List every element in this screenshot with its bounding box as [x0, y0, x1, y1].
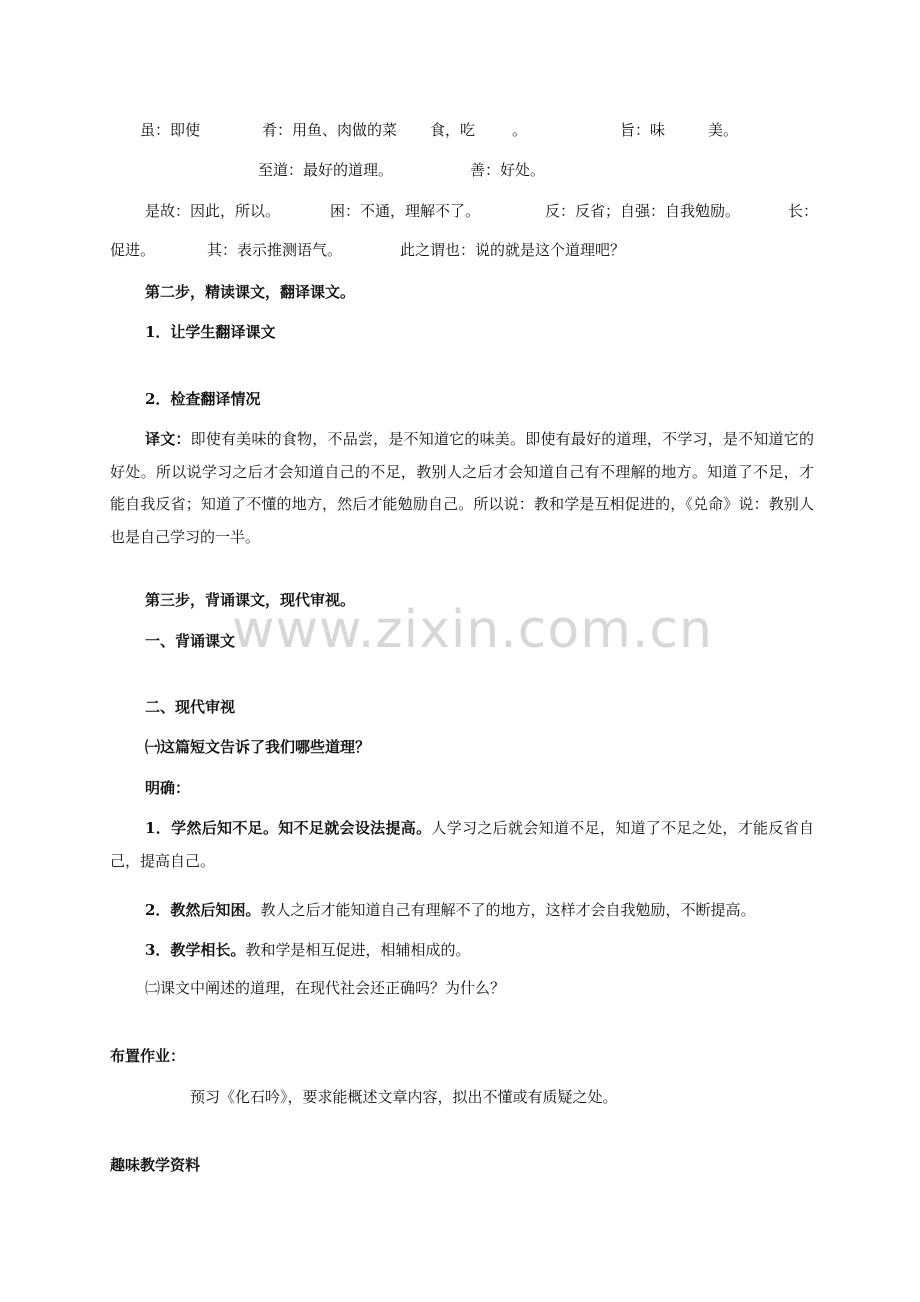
point-3 [110, 934, 814, 967]
step2-heading: 第二步，精读课文，翻译课文。 [145, 283, 356, 301]
homework-text: 预习《化石吟》，要求能概述文章内容，拟出不懂或有质疑之处。 [190, 1088, 618, 1106]
note-kun: 困：不通，理解不了。 [330, 202, 481, 220]
point-2 [110, 894, 814, 927]
point-1-text: 人学习之后就会知道不足，知道了不足之处，才能反省自己，提高自己。 [110, 819, 814, 870]
point-2-text: 教人之后才能知道自己有理解不了的地方，这样才会自我勉励，不断提高。 [260, 901, 756, 919]
fun-materials-heading: 趣味教学资料 [110, 1156, 201, 1174]
watermark: www.zixin.com.cn [232, 600, 713, 660]
translation-text: 即使有美味的食物，不品尝，是不知道它的味美。即使有最好的道理，不学习，是不知道它的好处。所以说学习之后才会知道自己的不足，教别人之后才会知道自己有不理解的地方。知道了不足，才能自我反省；知道了不懂的地方，然后才能勉励自己。所以说：教和学是互相促进的，《兑命》说：教别人也是自己学习的一半。 [110, 430, 814, 546]
note-shi: 食，吃 [430, 121, 476, 139]
note-qi: 其：表示推测语气。 [207, 241, 343, 259]
note-cizhiwei: 此之谓也：说的就是这个道理吧？ [400, 241, 626, 259]
note-zhang: 长： [788, 202, 819, 220]
step2-item-check: 2．检查翻译情况 [145, 390, 261, 408]
note-zhidao: 至道：最好的道理。 [258, 161, 394, 179]
clarify-label: 明确： [145, 779, 191, 797]
note-cujin: 促进。 [110, 241, 156, 259]
step2-item-translate: 1．让学生翻译课文 [145, 323, 276, 341]
translation-label: 译文： [145, 430, 191, 448]
question-2: ㈡课文中阐述的道理，在现代社会还正确吗？为什么？ [145, 979, 506, 997]
note-sui: 虽：即使 [140, 121, 201, 139]
point-3-title: 3．教学相长。 [145, 941, 246, 959]
question-1: ㈠这篇短文告诉了我们哪些道理？ [145, 738, 371, 756]
note-zhi: 旨：味 [620, 121, 666, 139]
step3-recite: 一、背诵课文 [145, 632, 236, 650]
note-shigu: 是故：因此，所以。 [145, 202, 281, 220]
point-1-title: 1．学然后知不足。知不足就会设法提高。 [145, 819, 432, 837]
step3-review: 二、现代审视 [145, 698, 236, 716]
translation-paragraph [110, 423, 814, 553]
note-yao: 肴：用鱼、肉做的菜 [262, 121, 398, 139]
note-fan: 反：反省；自强：自我勉励。 [545, 202, 741, 220]
step3-heading: 第三步，背诵课文，现代审视。 [145, 591, 356, 609]
note-mei: 美。 [708, 121, 739, 139]
note-period: 。 [512, 121, 528, 139]
point-1 [110, 812, 814, 877]
note-shan: 善：好处。 [470, 161, 546, 179]
point-3-text: 教和学是相互促进，相辅相成的。 [245, 941, 471, 959]
homework-heading: 布置作业： [110, 1047, 186, 1065]
point-2-title: 2．教然后知困。 [145, 901, 261, 919]
